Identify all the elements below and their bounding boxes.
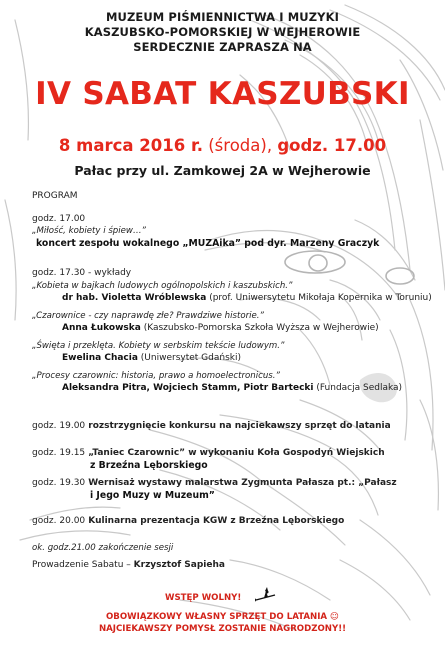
- s2-l4-aff: (Fundacja Sedlaka): [313, 383, 403, 393]
- s2-l2-speaker: [62, 323, 379, 333]
- header-line-2: KASZUBSKO-POMORSKIEJ W WEJHEROWIE: [84, 25, 361, 39]
- date-time: godz. 17.00: [277, 136, 387, 155]
- s2-l3-name: Ewelina Chacia: [62, 353, 138, 363]
- header-line-1: MUZEUM PIŚMIENNICTWA I MUZYKI: [105, 10, 340, 24]
- s2-l2-name: Anna Łukowska: [62, 323, 141, 333]
- s5-row: [32, 478, 397, 488]
- header-line-3: SERDECZNIE ZAPRASZA NA: [133, 40, 312, 54]
- s2-l4-title: „Procesy czarownic: historia, prawo a homoelectronicus.”: [32, 371, 280, 381]
- s2-l2-aff: (Kaszubsko-Pomorska Szkoła Wyższa w Wejherowie): [140, 323, 379, 333]
- s2-l3-title: „Święta i przeklęta. Kobiety w serbskim tekście ludowym.”: [32, 341, 285, 351]
- footer-line-2: NAJCIEKAWSZY POMYSŁ ZOSTANIE NAGRODZONY!!: [98, 624, 347, 634]
- host-name: Krzysztof Sapieha: [133, 560, 225, 570]
- s3-row: [32, 421, 391, 431]
- s3-time: godz. 19.00: [32, 421, 86, 431]
- s6-row: [32, 516, 344, 526]
- date-day: 8 marca 2016 r.: [58, 136, 203, 155]
- s4-row: [32, 448, 385, 458]
- s5-desc1: Wernisaż wystawy malarstwa Zygmunta Pałasza pt.: „Pałasz: [85, 478, 397, 488]
- s5-desc2: i Jego Muzy w Muzeum”: [90, 490, 215, 501]
- s2-l1-name: dr hab. Violetta Wróblewska: [62, 293, 207, 303]
- s6-desc: Kulinarna prezentacja KGW z Brzeźna Lęborskiego: [85, 516, 345, 526]
- s2-l4-speaker: [62, 383, 402, 393]
- s2-l1-title: „Kobieta w bajkach ludowych ogólnopolskich i kaszubskich.”: [32, 281, 293, 291]
- s2-l4-name: Aleksandra Pitra, Wojciech Stamm, Piotr Bartecki: [62, 383, 314, 393]
- s2-l3-aff: (Uniwersytet Gdański): [137, 353, 241, 363]
- s6-time: godz. 20.00: [32, 516, 86, 526]
- s4-time: godz. 19.15: [32, 448, 86, 458]
- entry-free: WSTĘP WOLNY!: [165, 593, 242, 603]
- witch-on-broom-icon: [255, 587, 277, 603]
- s5-time: godz. 19.30: [32, 478, 86, 488]
- s2-l1-aff: (prof. Uniwersytetu Mikołaja Kopernika w Toruniu): [206, 293, 432, 303]
- s2-l3-speaker: [62, 353, 241, 363]
- date-weekday: (środa),: [203, 136, 278, 155]
- s2-l2-title: „Czarownice - czy naprawdę złe? Prawdziwe historie.”: [32, 311, 264, 321]
- s4-desc2: z Brzeźna Lęborskiego: [90, 460, 208, 471]
- s1-desc: koncert zespołu wokalnego „MUZAika” pod dyr. Marzeny Graczyk: [36, 238, 380, 249]
- s1-title: „Miłość, kobiety i śpiew…”: [32, 226, 146, 236]
- host-label: Prowadzenie Sabatu –: [32, 560, 134, 570]
- host-line: [32, 560, 225, 570]
- s3-desc: rozstrzygnięcie konkursu na najciekawszy sprzęt do latania: [85, 421, 391, 431]
- s2-time: godz. 17.30 - wykłady: [32, 268, 132, 278]
- s4-desc1: „Taniec Czarownic” w wykonaniu Koła Gospodyń Wiejskich: [85, 448, 385, 458]
- event-title: IV SABAT KASZUBSKI: [35, 76, 410, 112]
- program-label: PROGRAM: [32, 191, 78, 201]
- footer-line-1: OBOWIĄZKOWY WŁASNY SPRZĘT DO LATANIA ☺: [105, 612, 340, 622]
- s1-time: godz. 17.00: [32, 214, 86, 224]
- event-date: [0, 136, 445, 155]
- ending-note: ok. godz.21.00 zakończenie sesji: [32, 543, 174, 553]
- event-place: Pałac przy ul. Zamkowej 2A w Wejherowie: [74, 163, 371, 178]
- s2-l1-speaker: [62, 293, 432, 303]
